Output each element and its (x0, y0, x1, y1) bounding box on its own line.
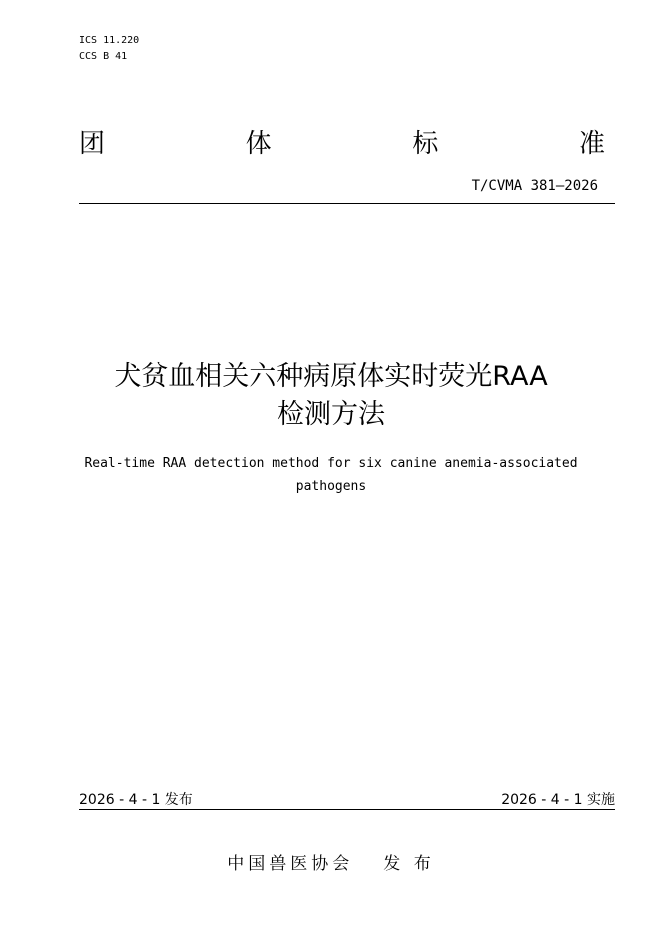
ics-code: ICS 11.220 (79, 35, 140, 46)
ccs-code: CCS B 41 (79, 51, 128, 62)
standard-type-char: 标 (412, 129, 439, 159)
standard-type-char: 团 (79, 129, 106, 159)
title-english-line: Real-time RAA detection method for six canine anemia-associated (84, 456, 578, 471)
title-chinese-line: 检测方法 (277, 399, 385, 430)
header-divider (79, 203, 615, 204)
standard-number: T/CVMA 381—2026 (471, 178, 598, 194)
issuer-action: 发 布 (383, 854, 435, 874)
title-english (60, 452, 602, 498)
standard-type-char: 体 (245, 129, 272, 159)
title-chinese (60, 358, 602, 434)
publish-date: 2026 - 4 - 1 发布 (79, 792, 193, 808)
date-row (79, 791, 615, 809)
issuer-name: 中国兽医协会 (227, 854, 354, 874)
title-english-line: pathogens (295, 479, 367, 494)
implement-date: 2026 - 4 - 1 实施 (501, 792, 615, 808)
classification-codes (79, 33, 139, 65)
footer-divider (79, 809, 615, 810)
standard-type-heading (79, 127, 605, 161)
title-chinese-line: 犬贫血相关六种病原体实时荧光RAA (114, 361, 548, 392)
issuer (0, 849, 662, 874)
standard-type-char: 准 (578, 129, 605, 159)
